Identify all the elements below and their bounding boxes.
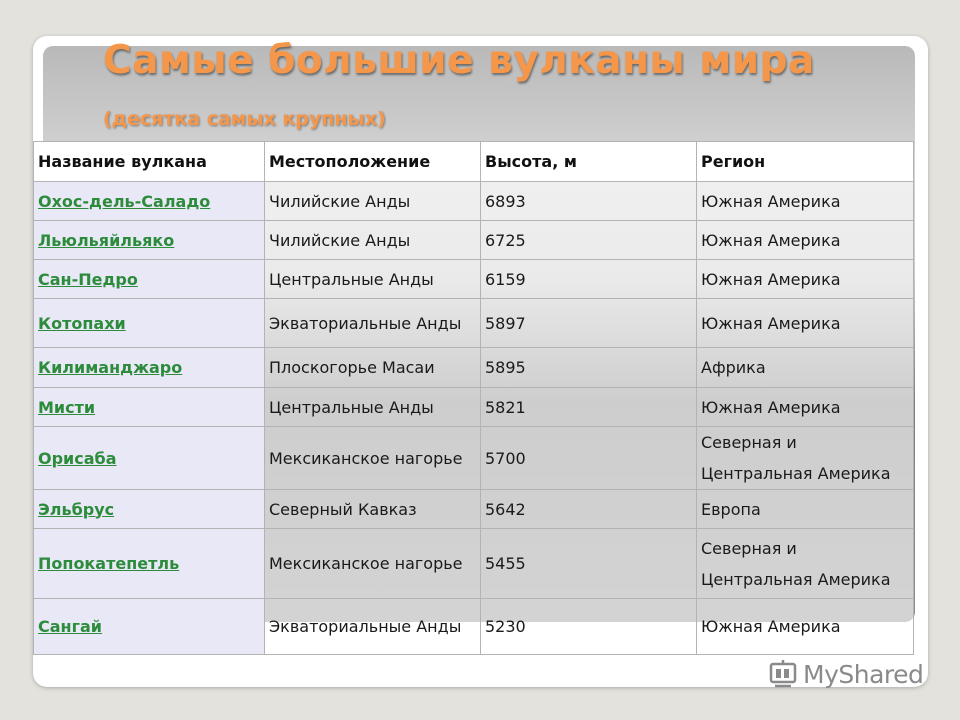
height-cell: 5897 [481, 299, 697, 348]
volcano-name-cell [34, 221, 265, 260]
volcano-name-cell [34, 427, 265, 490]
location-cell: Мексиканское нагорье [265, 529, 481, 599]
height-cell: 5230 [481, 599, 697, 655]
table-row [34, 299, 914, 348]
height-cell: 6893 [481, 182, 697, 221]
volcano-name-cell [34, 260, 265, 299]
volcano-table [33, 141, 914, 655]
region-cell: Африка [697, 348, 914, 388]
region-cell: Южная Америка [697, 599, 914, 655]
slide-subtitle: (десятка самых крупных) [103, 108, 386, 130]
volcano-link[interactable]: Котопахи [38, 313, 126, 333]
volcano-link[interactable]: Сан-Педро [38, 269, 138, 289]
volcano-name-cell [34, 299, 265, 348]
header-region: Регион [697, 142, 914, 182]
volcano-name-cell [34, 529, 265, 599]
volcano-link[interactable]: Эльбрус [38, 499, 115, 519]
location-cell: Экваториальные Анды [265, 599, 481, 655]
height-cell: 5642 [481, 490, 697, 529]
volcano-name-cell [34, 388, 265, 427]
location-cell: Чилийские Анды [265, 182, 481, 221]
region-cell: Южная Америка [697, 221, 914, 260]
volcano-link[interactable]: Сангай [38, 617, 102, 636]
volcano-link[interactable]: Килиманджаро [38, 358, 183, 377]
volcano-link[interactable]: Охос-дель-Саладо [38, 191, 211, 211]
location-cell: Центральные Анды [265, 260, 481, 299]
height-cell: 5700 [481, 427, 697, 490]
height-cell: 6725 [481, 221, 697, 260]
myshared-logo-text: MyShared [803, 659, 924, 689]
table-header-row [34, 142, 914, 182]
height-cell: 6159 [481, 260, 697, 299]
volcano-name-cell [34, 182, 265, 221]
slide-title: Самые большие вулканы мира [103, 38, 815, 83]
table-row [34, 490, 914, 529]
header-volcano-name: Название вулкана [34, 142, 265, 182]
location-cell: Чилийские Анды [265, 221, 481, 260]
height-cell: 5821 [481, 388, 697, 427]
volcano-name-cell [34, 348, 265, 388]
table-row [34, 427, 914, 490]
volcano-link[interactable]: Орисаба [38, 448, 117, 468]
height-cell: 5895 [481, 348, 697, 388]
table-row [34, 529, 914, 599]
table-row [34, 388, 914, 427]
header-height: Высота, м [481, 142, 697, 182]
location-cell: Плоскогорье Масаи [265, 348, 481, 388]
location-cell: Северный Кавказ [265, 490, 481, 529]
volcano-name-cell [34, 490, 265, 529]
table-row [34, 182, 914, 221]
myshared-watermark [767, 657, 923, 691]
volcano-link[interactable]: Мисти [38, 397, 96, 417]
region-cell: Северная и Центральная Америка [697, 427, 914, 490]
table-row [34, 221, 914, 260]
volcano-name-cell [34, 599, 265, 655]
region-cell: Северная и Центральная Америка [697, 529, 914, 599]
volcano-link[interactable]: Попокатепетль [38, 554, 180, 573]
location-cell: Центральные Анды [265, 388, 481, 427]
volcano-link[interactable]: Льюльяйльяко [38, 230, 175, 250]
region-cell: Европа [697, 490, 914, 529]
header-location: Местоположение [265, 142, 481, 182]
table-row [34, 348, 914, 388]
location-cell: Мексиканское нагорье [265, 427, 481, 490]
region-cell: Южная Америка [697, 299, 914, 348]
height-cell: 5455 [481, 529, 697, 599]
table-row [34, 599, 914, 655]
region-cell: Южная Америка [697, 388, 914, 427]
region-cell: Южная Америка [697, 260, 914, 299]
location-cell: Экваториальные Анды [265, 299, 481, 348]
table-row [34, 260, 914, 299]
region-cell: Южная Америка [697, 182, 914, 221]
myshared-logo-icon [767, 658, 799, 690]
